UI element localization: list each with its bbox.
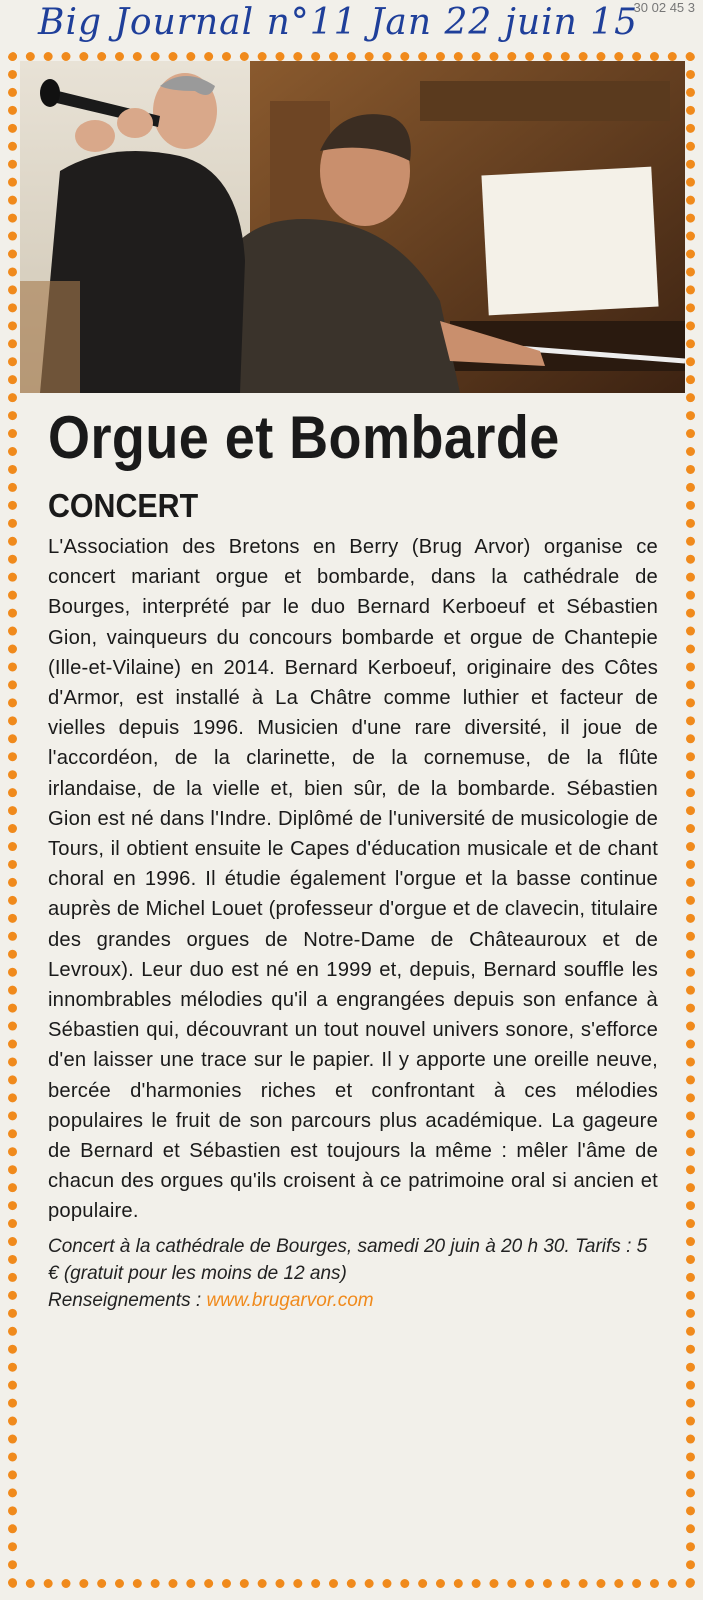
concert-photo (20, 61, 685, 393)
event-details: Concert à la cathédrale de Bourges, samedi 20 juin à 20 h 30. Tarifs : 5 € (gratuit pour les moins de 12 ans) (48, 1235, 648, 1284)
photo-organ-bombarde-musicians-icon (20, 61, 685, 393)
contact-label: Renseignements : (48, 1289, 202, 1311)
clipping-edge-text: 30 02 45 3 (633, 0, 695, 15)
article-kicker: CONCERT (48, 487, 199, 524)
article (48, 398, 658, 1314)
contact-website-link[interactable]: www.brugarvor.com (206, 1289, 374, 1311)
article-headline: Orgue et Bombarde (48, 404, 560, 471)
event-info (48, 1233, 658, 1314)
handwritten-note: Big Journal n°11 Jan 22 juin 15 (38, 2, 639, 43)
article-body: L'Association des Bretons en Berry (Brug Arvor) organise ce concert mariant orgue et bombarde, dans la cathédrale de Bourges, interprété par le duo Bernard Kerboeuf et Sébastien Gion, vainqueurs du concours bombarde et orgue de Chantepie (Ille-et-Vilaine) en 2014. Bernard Kerboeuf, originaire des Côtes d'Armor, est installé à La Châtre comme luthier et facteur de vielles depuis 1996. Musicien d'une rare diversité, il joue de l'accordéon, de la clarinette, de la cornemuse, de la flûte irlandaise, de la vielle et, bien sûr, de la bombarde. Sébastien Gion est né dans l'Indre. Diplômé de l'université de musicologie de Tours, il obtient ensuite le Capes d'éducation musicale et de chant choral en 1996. Il étudie également l'orgue et la basse continue auprès de Michel Louet (professeur d'orgue et de clavecin, titulaire des grandes orgues de Notre-Dame de Châteauroux et de Levroux). Leur duo est né en 1999 et, depuis, Bernard souffle les innombrables mélodies qu'il a engrangées depuis son enfance à Sébastien qui, découvrant un tout nouvel univers sonore, s'efforce d'en laisser une trace sur le papier. Il y apporte une oreille neuve, bercée d'harmonies riches et confrontant à ces mélodies populaires le fruit de son parcours plus académique. La gageure de Bernard et Sébastien est toujours la même : mêler l'âme de chacun des orgues qu'ils croisent à ce patrimoine oral si ancien et populaire. (48, 536, 658, 1223)
contact-line (48, 1287, 658, 1314)
